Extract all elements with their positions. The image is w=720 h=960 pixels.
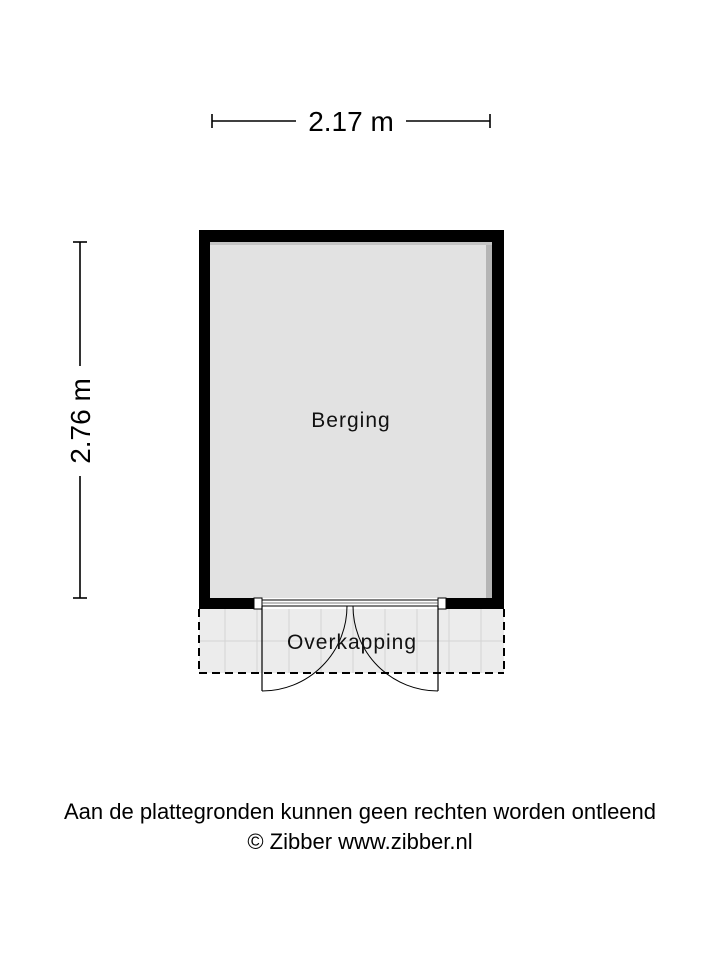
room-label-berging: Berging [311, 409, 391, 432]
height-dimension [65, 242, 96, 598]
wall-top [199, 230, 504, 242]
copyright-text: © Zibber www.zibber.nl [247, 829, 473, 854]
disclaimer-text: Aan de plattegronden kunnen geen rechten worden ontleend [63, 799, 657, 824]
wall-bottom-right [446, 598, 504, 609]
height-dimension-label: 2.76 m [65, 378, 96, 464]
width-dimension-label: 2.17 m [308, 106, 394, 137]
wall-right [492, 230, 504, 609]
storage-floor-shadow [486, 242, 492, 598]
storage-floor-shadow-top [210, 242, 492, 245]
wall-bottom-left [199, 598, 254, 609]
door-frame-left [254, 598, 262, 609]
door-frame-right [438, 598, 446, 609]
room-label-overkapping: Overkapping [286, 631, 418, 654]
wall-left [199, 230, 210, 609]
width-dimension [212, 106, 490, 137]
